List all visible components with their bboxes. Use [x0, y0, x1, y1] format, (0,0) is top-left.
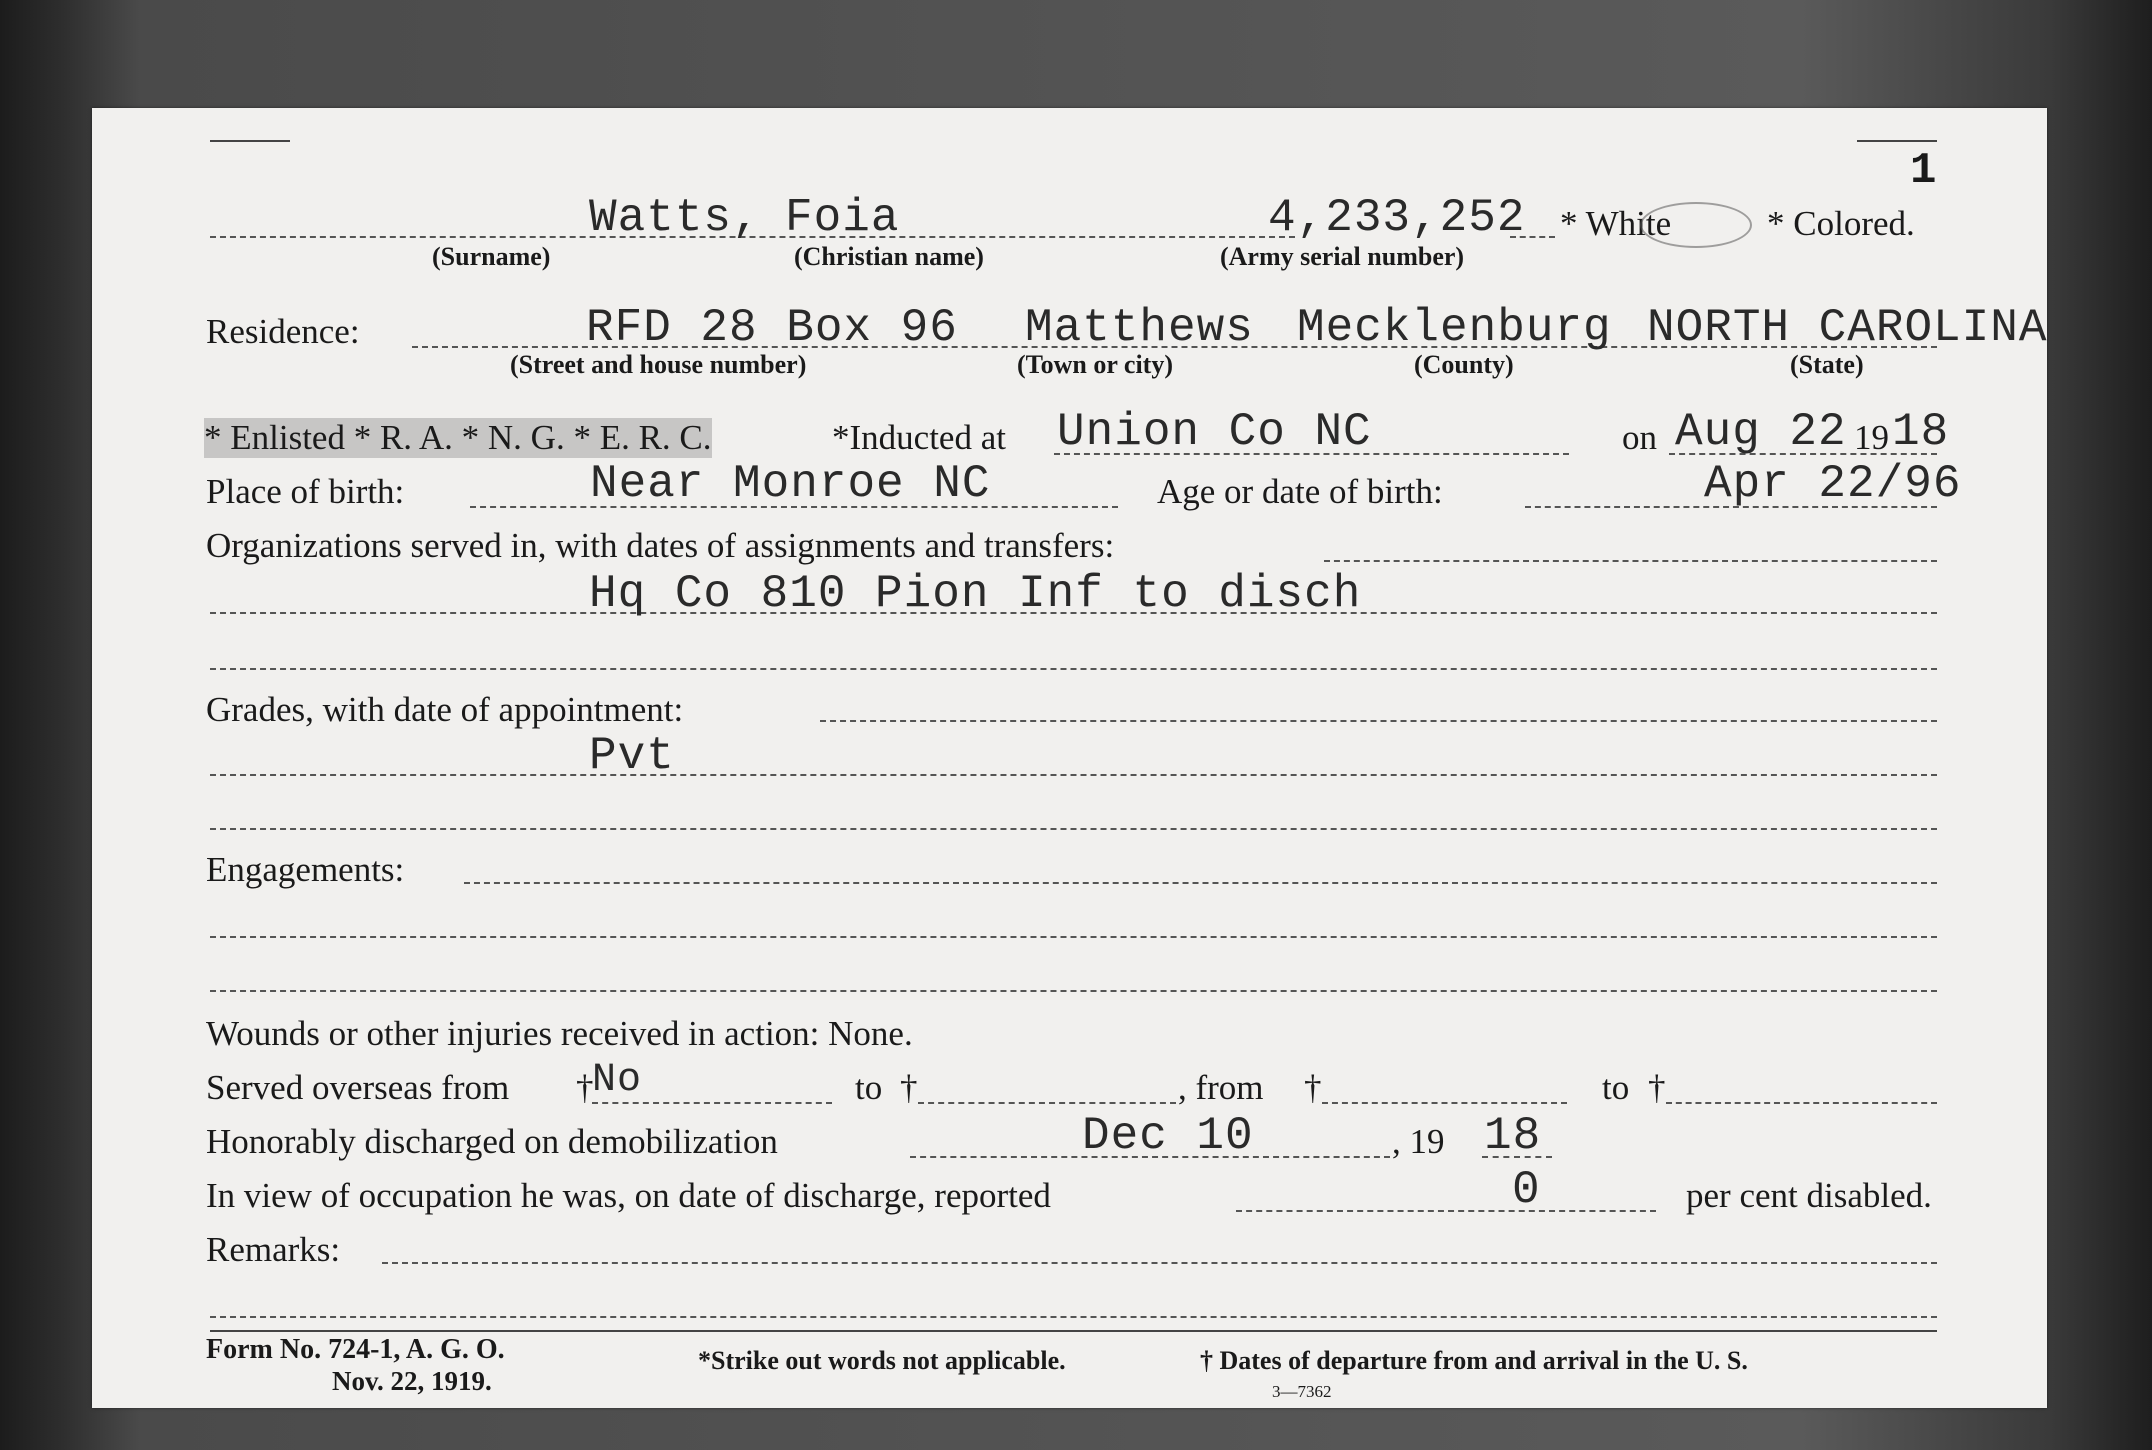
form-number: Form No. 724-1, A. G. O. — [206, 1334, 505, 1365]
overseas-from2-label: , from — [1178, 1068, 1264, 1107]
overseas-to2-label: to — [1602, 1068, 1630, 1107]
overseas-from-value: No — [592, 1058, 643, 1103]
discharge-year-prefix: , 19 — [1392, 1122, 1445, 1161]
place-of-birth-label: Place of birth: — [206, 472, 405, 511]
remarks-label: Remarks: — [206, 1230, 341, 1269]
residence-state-value: NORTH CAROLINA — [1647, 302, 2048, 354]
dates-note: † Dates of departure from and arrival in the U. S. — [1200, 1346, 1748, 1375]
grades-line-1 — [820, 720, 1937, 722]
serial-caption: (Army serial number) — [1220, 242, 1465, 271]
surname-value: Watts, — [589, 192, 761, 244]
overseas-to-line — [918, 1102, 1176, 1104]
induction-year-prefix: 19 — [1854, 418, 1889, 457]
overseas-dagger-4: † — [1648, 1068, 1666, 1107]
organizations-label: Organizations served in, with dates of assignments and transfers: — [206, 526, 1115, 565]
organizations-line-3 — [210, 668, 1937, 670]
card-number: 1 — [1910, 146, 1937, 196]
serial-number-value: 4,233,252 — [1268, 192, 1526, 244]
overseas-to2-line — [1666, 1102, 1937, 1104]
white-option: * White — [1560, 204, 1672, 243]
engagements-line-1 — [464, 882, 1937, 884]
organizations-value: Hq Co 810 Pion Inf to disch — [589, 568, 1362, 620]
colored-option: * Colored. — [1767, 204, 1915, 243]
overseas-to-label: to — [855, 1068, 883, 1107]
print-code: 3—7362 — [1272, 1382, 1332, 1401]
state-caption: (State) — [1790, 350, 1864, 379]
induction-year-value: 18 — [1892, 406, 1950, 458]
organizations-line-1 — [1324, 560, 1937, 562]
grades-line-3 — [210, 828, 1937, 830]
overseas-dagger-2: † — [900, 1068, 918, 1107]
county-caption: (County) — [1414, 350, 1514, 379]
top-left-rule — [210, 140, 290, 142]
on-label: on — [1622, 418, 1657, 457]
strike-out-note: *Strike out words not applicable. — [698, 1346, 1066, 1375]
street-caption: (Street and house number) — [510, 350, 807, 379]
form-date: Nov. 22, 1919. — [332, 1366, 492, 1396]
overseas-label: Served overseas from — [206, 1068, 510, 1107]
residence-county-value: Mecklenburg — [1297, 302, 1612, 354]
discharge-date-value: Dec 10 — [1082, 1110, 1254, 1162]
town-caption: (Town or city) — [1017, 350, 1173, 379]
inducted-at-value: Union Co NC — [1057, 406, 1372, 458]
age-label: Age or date of birth: — [1157, 472, 1443, 511]
grades-label: Grades, with date of appointment: — [206, 690, 684, 729]
white-circle-mark — [1640, 202, 1752, 248]
birth-date-value: Apr 22/96 — [1704, 458, 1962, 510]
wounds-label: Wounds or other injuries received in action: None. — [206, 1014, 913, 1053]
christian-name-value: Foia — [785, 192, 900, 244]
disability-line — [1236, 1210, 1656, 1212]
engagements-line-3 — [210, 990, 1937, 992]
residence-street-value: RFD 28 Box 96 — [586, 302, 958, 354]
remarks-line-2 — [210, 1316, 1937, 1318]
overseas-from2-line — [1322, 1102, 1567, 1104]
service-record-card — [92, 108, 2047, 1408]
place-of-birth-value: Near Monroe NC — [590, 458, 991, 510]
engagements-label: Engagements: — [206, 850, 405, 889]
enlisted-options: * Enlisted * R. A. * N. G. * E. R. C. — [204, 418, 712, 457]
discharge-year-value: 18 — [1484, 1110, 1542, 1162]
overseas-dagger-3: † — [1304, 1068, 1322, 1107]
grades-value: Pvt — [589, 730, 675, 782]
disability-suffix: per cent disabled. — [1686, 1176, 1932, 1215]
overseas-dagger-1: † — [576, 1068, 594, 1107]
induction-date-value: Aug 22 — [1675, 406, 1847, 458]
remarks-line-1 — [382, 1262, 1937, 1264]
footer-rule — [210, 1330, 1937, 1332]
grades-line-2 — [210, 774, 1937, 776]
disability-value: 0 — [1512, 1164, 1541, 1216]
top-right-rule — [1857, 140, 1937, 142]
surname-caption: (Surname) — [432, 242, 551, 271]
christian-name-caption: (Christian name) — [794, 242, 984, 271]
residence-label: Residence: — [206, 312, 360, 351]
inducted-at-label: *Inducted at — [832, 418, 1006, 457]
discharge-label: Honorably discharged on demobilization — [206, 1122, 778, 1161]
disability-label: In view of occupation he was, on date of discharge, reported — [206, 1176, 1051, 1215]
engagements-line-2 — [210, 936, 1937, 938]
residence-town-value: Matthews — [1025, 302, 1254, 354]
